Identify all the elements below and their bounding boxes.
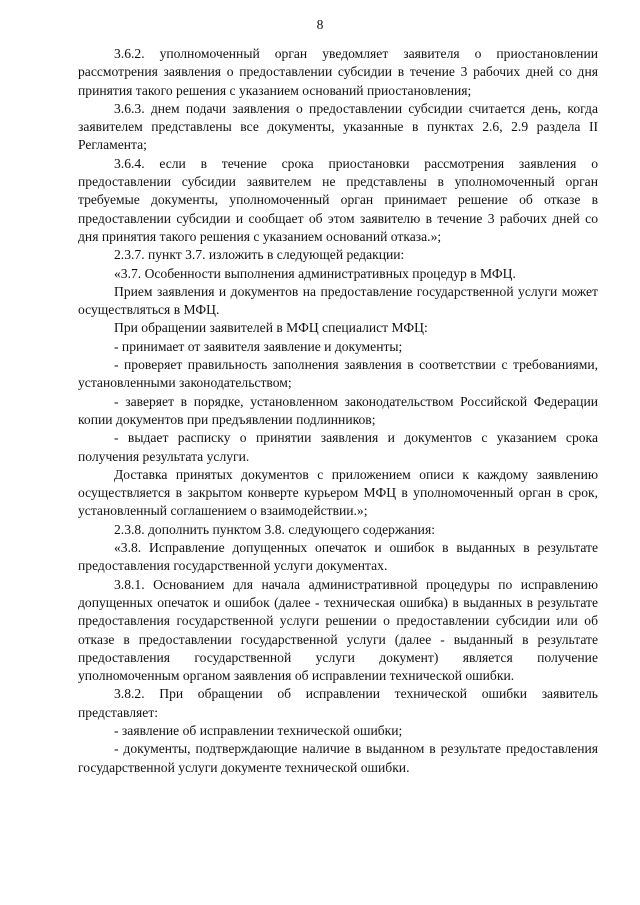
document-body — [78, 45, 598, 777]
paragraph-3-8-1: 3.8.1. Основанием для начала административной процедуры по исправлению допущенных опечаток и ошибок (далее - техническая ошибка) в выданных в результате предоставления государственной услуги решении о предоставлении субсидии или об отказе в предоставлении государственной услуги (далее - выданный в результате предоставления государственной услуги документ) является получение уполномоченным органом заявления об исправлении технической ошибки. — [78, 576, 598, 684]
paragraph-3-8-heading: «3.8. Исправление допущенных опечаток и ошибок в выданных в результате предоставления государственной услуги документах. — [78, 540, 598, 574]
list-item: - проверяет правильность заполнения заявления в соответствии с требованиями, установленными законодательством; — [78, 357, 598, 391]
paragraph-2-3-8: 2.3.8. дополнить пунктом 3.8. следующего содержания: — [114, 521, 435, 537]
paragraph-3-6-3: 3.6.3. днем подачи заявления о предоставлении субсидии считается день, когда заявителем представлены все документы, указанные в пунктах 2.6, 2.9 раздела II Регламента; — [78, 100, 598, 153]
paragraph-3-7-heading: «3.7. Особенности выполнения административных процедур в МФЦ. — [114, 265, 516, 281]
paragraph-3-6-2: 3.6.2. уполномоченный орган уведомляет заявителя о приостановлении рассмотрения заявления о предоставлении субсидии в течение 3 рабочих дней со дня принятия такого решения с указанием оснований приостановления; — [78, 46, 598, 98]
list-item: - принимает от заявителя заявление и документы; — [114, 338, 403, 354]
list-item: - выдает расписку о принятии заявления и документов с указанием срока получения результата услуги. — [78, 430, 598, 464]
list-item: - заявление об исправлении технической ошибки; — [114, 722, 403, 738]
list-item: - заверяет в порядке, установленном законодательством Российской Федерации копии документов при предъявлении подлинников; — [78, 393, 598, 427]
paragraph-3-8-2: 3.8.2. При обращении об исправлении технической ошибки заявитель представляет: — [78, 686, 598, 720]
paragraph-mfc-specialist: При обращении заявителей в МФЦ специалист МФЦ: — [114, 320, 428, 336]
paragraph-mfc-reception: Прием заявления и документов на предоставление государственной услуги может осуществляться в МФЦ. — [78, 283, 598, 318]
paragraph-delivery: Доставка принятых документов с приложением описи к каждому заявлению осуществляется в закрытом конверте курьером МФЦ в уполномоченный орган в срок, установленный соглашением о взаимодействии.»; — [78, 466, 598, 519]
paragraph-2-3-7: 2.3.7. пункт 3.7. изложить в следующей редакции: — [114, 247, 405, 263]
page-number: 8 — [316, 17, 324, 32]
paragraph-3-6-4: 3.6.4. если в течение срока приостановки рассмотрения заявления о предоставлении субсидии заявителем не представлены в уполномоченный орган требуемые документы, уполномоченный орган принимает решение об отказе в предоставлении субсидии и сообщает об этом заявителю в течение 3 рабочих дней со дня принятия такого решения с указанием оснований отказа.»; — [78, 155, 598, 244]
list-item: - документы, подтверждающие наличие в выданном в результате предоставления государственной услуги документе технической ошибки. — [78, 741, 598, 775]
